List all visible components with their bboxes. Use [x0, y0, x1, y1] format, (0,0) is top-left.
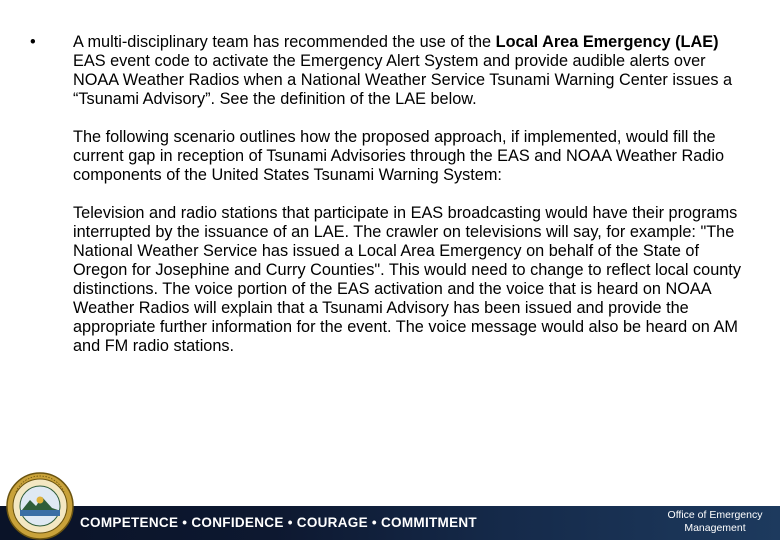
television-paragraph: Television and radio stations that participate in EAS broadcasting would have their programs interrupted by the issuance of an LAE. The crawler on televisions will say, for example: "The National Weather Service has issued a Local Area Emergency on behalf of the State of Oregon for Josephine and Curry Counties". This would need to change to reflect local county distinctions. The voice portion of the EAS activation and the voice that is heard on NOAA Weather Radios will explain that a Tsunami Advisory has been issued and provide the appropriate further information for the event. The voice message would also be heard on AM and FM radio stations.: [73, 204, 741, 355]
p1-bold-emergency: Emergency (LAE): [582, 33, 719, 51]
state-seal-icon: [2, 470, 78, 540]
scenario-paragraph: The following scenario outlines how the proposed approach, if implemented, would fill the current gap in reception of Tsunami Advisories through the EAS and NOAA Weather Radio components of the United States Tsunami Warning System:: [73, 128, 725, 184]
office-line2: Management: [684, 522, 746, 534]
bullet-icon: •: [30, 33, 36, 51]
office-line1: Office of Emergency: [667, 509, 763, 521]
p1-bold-local-area: Local Area: [495, 33, 579, 51]
footer-bar: [0, 506, 780, 540]
bullet-paragraph: [30, 33, 742, 109]
p1-text-a: A multi-disciplinary team has recommended the use of the: [73, 33, 496, 51]
footer-motto: COMPETENCE • CONFIDENCE • COURAGE • COMMITMENT: [80, 515, 477, 530]
p1-text-b: EAS event code to activate the Emergency Alert System and provide audible alerts over NOAA Weather Radios when a National Weather Service Tsunami Warning Center issues a “Tsunami Advisory”. See the definition of the LAE below.: [73, 52, 733, 108]
office-label: [660, 509, 770, 535]
content-area: [30, 33, 742, 356]
